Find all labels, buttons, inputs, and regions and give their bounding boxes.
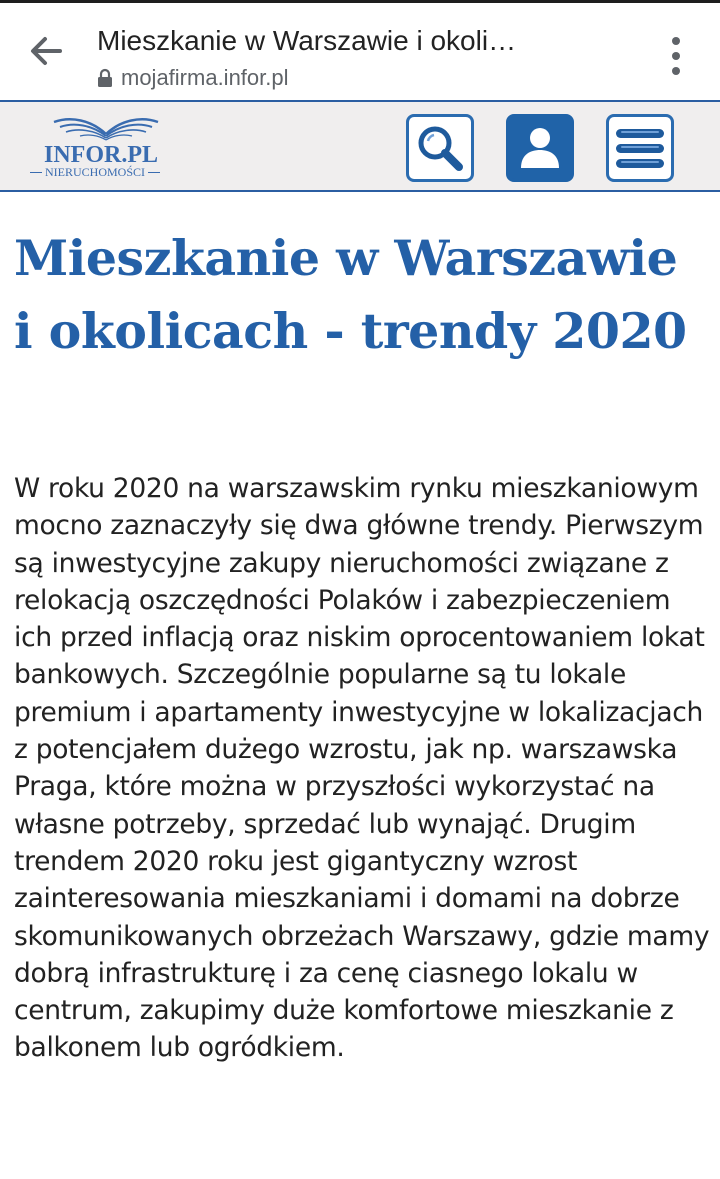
back-button[interactable] [26, 31, 66, 71]
article-title: Mieszkanie w Warszawie i okolicach - trendy 2020 [14, 229, 687, 360]
user-account-button[interactable] [506, 114, 574, 182]
back-arrow-icon [29, 36, 63, 66]
browser-page-title[interactable]: Mieszkanie w Warszawie i okoli… [97, 25, 517, 56]
url-text: mojafirma.infor.pl [121, 65, 289, 90]
hamburger-menu-icon [613, 125, 667, 171]
logo-subtitle-text: NIERUCHOMOŚCI [45, 165, 146, 179]
logo-subtitle [30, 165, 180, 180]
url-bar[interactable] [97, 65, 289, 91]
site-header [0, 100, 720, 192]
search-icon [414, 122, 466, 174]
article-body: W roku 2020 na warszawskim rynku mieszkaniowym mocno zaznaczyły się dwa główne trendy. Pierwszym są inwestycyjne zakupy nieruchomości związane z relokacją oszczędności Polaków i zabezpieczeniem ich przed inflacją oraz niskim oprocentowaniem lokat bankowych. Szczególnie popularne są tu lokale premium i apartamenty inwestycyjne w lokalizacjach z potencjałem dużego wzrostu, jak np. warszawska Praga, które można w przyszłości wykorzystać na własne potrzeby, sprzedać lub wynająć. Drugim trendem 2020 roku jest gigantyczny wzrost zainteresowania mieszkaniami i domami na dobrze skomunikowanych obrzeżach Warszawy, gdzie mamy dobrą infrastrukturę i za cenę ciasnego lokalu w centrum, zakupimy duże komfortowe mieszkanie z balkonem lub ogródkiem. [14, 473, 710, 1064]
site-logo[interactable] [30, 112, 180, 182]
logo-text: INFOR.PL [44, 142, 158, 168]
search-button[interactable] [406, 114, 474, 182]
menu-button[interactable] [606, 114, 674, 182]
browser-top-bar [0, 0, 720, 100]
user-icon [517, 124, 563, 172]
more-options-icon[interactable] [670, 37, 682, 75]
logo-book-icon [46, 112, 166, 146]
lock-icon [97, 68, 113, 88]
